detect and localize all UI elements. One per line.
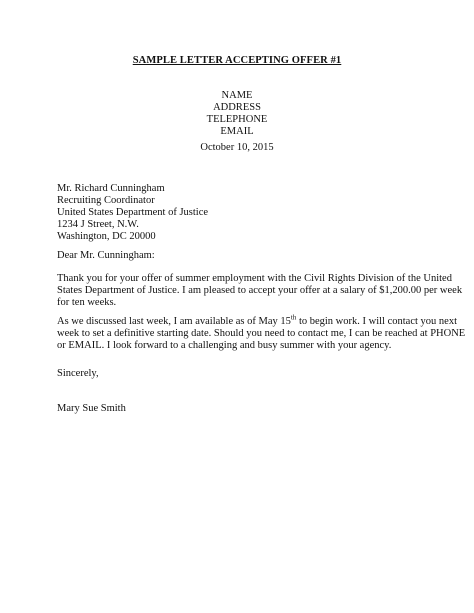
- sender-address: ADDRESS: [213, 102, 261, 113]
- recipient-name: Mr. Richard Cunningham: [57, 183, 165, 194]
- letter-title: SAMPLE LETTER ACCEPTING OFFER #1: [132, 55, 342, 66]
- recipient-city: Washington, DC 20000: [57, 231, 156, 242]
- signature-name: Mary Sue Smith: [57, 403, 126, 414]
- paragraph-line: States Department of Justice. I am pleased to accept your offer at a salary of $1,200.00 per week: [57, 285, 463, 296]
- salutation: Dear Mr. Cunningham:: [57, 250, 155, 261]
- paragraph-line: or EMAIL. I look forward to a challenging and busy summer with your agency.: [57, 340, 392, 351]
- paragraph-acceptance: [57, 273, 463, 309]
- paragraph-availability: [57, 313, 466, 352]
- recipient-street: 1234 J Street, N.W.: [57, 219, 139, 230]
- recipient-organization: United States Department of Justice: [57, 207, 209, 218]
- paragraph-line: for ten weeks.: [57, 297, 117, 308]
- paragraph-line: Thank you for your offer of summer employment with the Civil Rights Division of the United: [57, 273, 452, 284]
- sender-telephone: TELEPHONE: [206, 114, 268, 125]
- sender-email: EMAIL: [220, 126, 254, 137]
- paragraph-line: [57, 313, 457, 328]
- ordinal-suffix: th: [290, 313, 297, 322]
- recipient-block: [57, 183, 422, 243]
- paragraph-text: As we discussed last week, I am available as of May 15: [57, 316, 291, 327]
- letter-date: October 10, 2015: [200, 142, 274, 153]
- sender-name: NAME: [221, 90, 253, 101]
- recipient-title: Recruiting Coordinator: [57, 195, 155, 206]
- paragraph-text: to begin work. I will contact you next: [296, 316, 457, 327]
- paragraph-line: week to set a definitive starting date. Should you need to contact me, I can be reached at PHONE: [57, 328, 466, 339]
- sender-block: [0, 90, 474, 138]
- closing: Sincerely,: [57, 368, 99, 379]
